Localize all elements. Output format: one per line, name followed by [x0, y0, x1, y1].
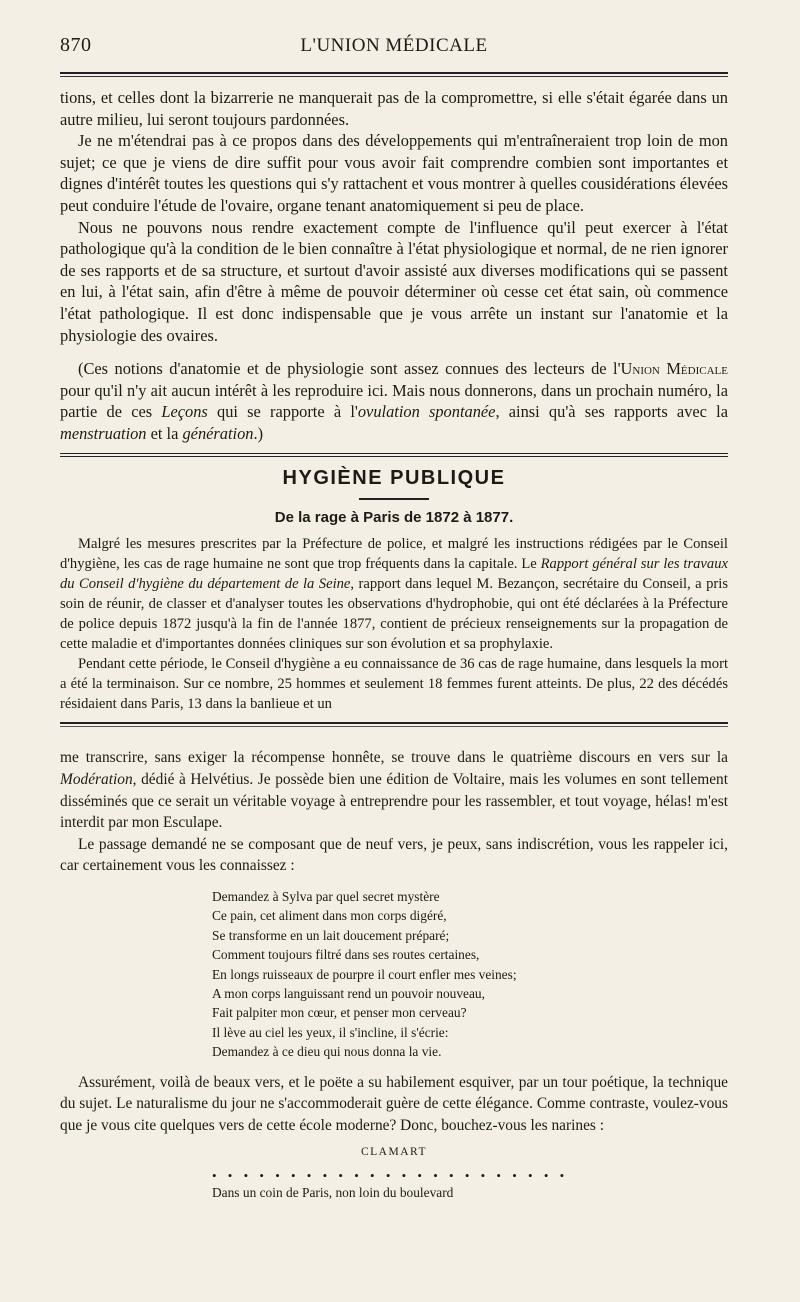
verse-line: Ce pain, cet aliment dans mon corps digéré,	[212, 908, 447, 924]
running-head	[60, 34, 728, 64]
paragraph: Je ne m'étendrai pas à ce propos dans des développements qui m'entraîneraient trop loin de mon sujet; ce que je viens de dire suffit pour vous avoir fait comprendre combien sont importantes et dignes d'intérêt toutes les questions qui s'y rattachent et vous montrer à quelles cousidérations élevées peut conduire l'étude de l'ovaire, organe tenant anatomiquement si peu de place.	[60, 131, 728, 215]
note-text: et la	[146, 423, 183, 443]
feuilleton-run: , dédié à Helvétius. Je possède bien une édition de Voltaire, mais les volumes en sont tellement disséminés que ce serait un véritable voyage à entreprendre pour les rassembler, et tout voyage, hélas! m'est interdit par mon Esculape.	[60, 770, 728, 832]
italic-ovulation: ovulation spontanée	[357, 402, 496, 422]
note-text: pour qu'il n'y ait aucun intérêt à les reproduire ici. Mais nous donnerons, dans un prochain numéro, la partie de ces	[60, 380, 728, 422]
note-text: , ainsi qu'à ses rapports avec la	[495, 402, 728, 422]
paragraph: Le passage demandé ne se composant que de neuf vers, je peux, sans indiscrétion, vous les rappeler ici, car certainement vous les connaissez :	[60, 835, 728, 875]
journal-name: Union Médicale	[620, 359, 728, 379]
article-text-run: Malgré les mesures prescrites par la Préfecture de police, et malgré les instructions rédigées par le Conseil d'hygiène, les cas de rage humaine ne sont que trop fréquents dans la capitale. Le	[60, 535, 728, 572]
title-rule	[359, 498, 429, 500]
verse-line: Fait palpiter mon cœur, et penser mon cerveau?	[212, 1005, 467, 1021]
ellipsis-dots: • • • • • • • • • • • • • • • • • • • • • • •	[212, 1168, 569, 1184]
note-text: .)	[253, 423, 264, 443]
verse-line: En longs ruisseaux de pourpre il court enfler mes veines;	[212, 966, 517, 982]
page-number: 870	[60, 34, 92, 56]
verse-line: A mon corps languissant rend un pouvoir nouveau,	[212, 985, 485, 1001]
paragraph: Assurément, voilà de beaux vers, et le poëte a su habilement esquiver, par un tour poétique, la technique du sujet. Le naturalisme du jour ne s'accommoderait guère de cette élégance. Comme contraste, voulez-vous que je vous cite quelques vers de cette école moderne? Donc, bouchez-vous les narines :	[60, 1073, 728, 1134]
running-title: L'UNION MÉDICALE	[300, 35, 488, 56]
verse-block	[212, 887, 728, 1062]
section-divider	[60, 453, 728, 457]
verse-line: Il lève au ciel les yeux, il s'incline, il s'écrie:	[212, 1024, 449, 1040]
paragraph	[60, 747, 728, 833]
verse-line: Demandez à ce dieu qui nous donna la vie.	[212, 1044, 442, 1060]
italic-generation: génération	[182, 423, 254, 443]
section-title: HYGIÈNE PUBLIQUE	[282, 466, 506, 489]
note-text: qui se rapporte à l'	[207, 402, 358, 422]
feuilleton-divider-thin	[60, 726, 728, 727]
italic-menstruation: menstruation	[60, 423, 147, 443]
editor-note	[60, 358, 728, 444]
feuilleton-text	[60, 747, 728, 1202]
verse-line: Demandez à Sylva par quel secret mystère	[212, 888, 440, 904]
poem-line: Dans un coin de Paris, non loin du boulevard	[212, 1185, 454, 1201]
feuilleton-divider	[60, 722, 728, 724]
italic-lecons: Leçons	[161, 402, 208, 422]
italic-moderation: Modération	[60, 770, 133, 788]
header-rule-thin	[60, 76, 728, 77]
lecture-text	[60, 87, 728, 346]
header-rule	[60, 72, 728, 74]
verse-line: Comment toujours filtré dans ses routes certaines,	[212, 947, 480, 963]
paragraph: Nous ne pouvons nous rendre exactement compte de l'influence qu'il peut exercer à l'état pathologique qu'à la condition de le bien connaître à l'état physiologique et normal, de ne rien ignorer de ses rapports et de sa structure, et surtout d'avoir assisté aux diverses modifications qui se passent en lui, à l'état sain, afin d'être à même de pouvoir déterminer où cesse cet état sain, où commence l'état pathologique. Il est donc indispensable que je vous arrête un instant sur l'anatomie et la physiologie des ovaires.	[60, 217, 728, 345]
article-text-run: , rapport dans lequel M. Bezançon, secrétaire du Conseil, a pris soin de réunir, de classer et d'analyser toutes les observations d'hydrophobie, qui ont été déclarées à la Préfecture de police depuis 1872 jusqu'à la fin de l'année 1877, contient de précieux renseignements sur la propagation de cette maladie et d'importantes données cliniques sur son évolution et sa prophylaxie.	[60, 575, 729, 652]
article-subtitle: De la rage à Paris de 1872 à 1877.	[274, 508, 514, 526]
verse-line: Se transforme en un lait doucement préparé;	[212, 927, 450, 943]
note-text: (Ces notions d'anatomie et de physiologie sont assez connues des lecteurs de l'	[78, 359, 621, 379]
feuilleton-run: me transcrire, sans exiger la récompense honnête, se trouve dans le quatrième discours en vers sur la	[60, 749, 728, 767]
paragraph	[60, 534, 728, 655]
paragraph: Pendant cette période, le Conseil d'hygiène a eu connaissance de 36 cas de rage humaine, dans lesquels la mort a été la terminaison. Sur ce nombre, 25 hommes et seulement 18 femmes furent atteints. De plus, 22 des décédés résidaient dans Paris, 13 dans la banlieue et un	[60, 656, 728, 713]
report-title: Rapport général sur les travaux du Conseil d'hygiène du département de la Seine	[60, 555, 728, 592]
article-text	[60, 534, 728, 715]
paragraph: tions, et celles dont la bizarrerie ne manquerait pas de la compromettre, si elle s'était égarée dans un autre milieu, lui seront toujours pardonnées.	[60, 88, 728, 129]
poem-title: CLAMART	[360, 1146, 428, 1159]
